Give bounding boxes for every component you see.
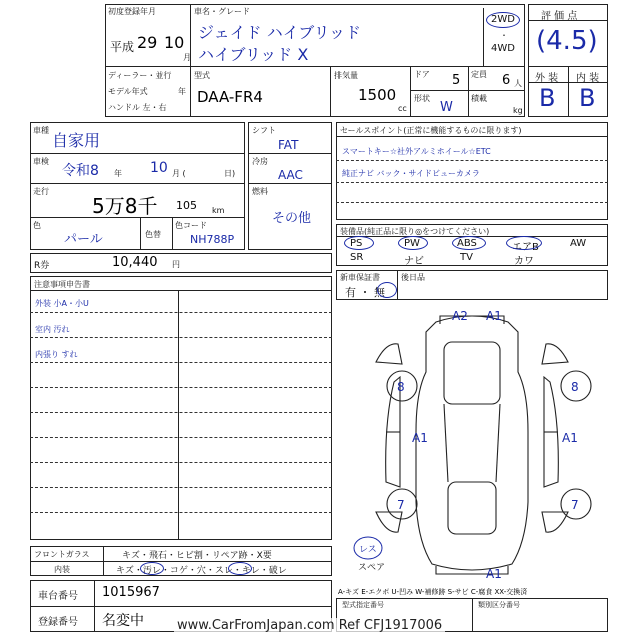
divider — [178, 290, 179, 540]
form-label-1: 型式指定番号 — [342, 601, 384, 609]
ruled-line — [30, 362, 332, 363]
ruled-line — [30, 387, 332, 388]
divider — [472, 598, 473, 632]
warranty-value: 有 ・ 無 — [345, 286, 385, 299]
divider — [30, 183, 245, 184]
car-diagram — [336, 302, 608, 584]
mark-rear-a1: A1 — [486, 567, 502, 581]
interior-grade: B — [579, 84, 596, 112]
equipment-label: 装備品(純正品に限り◎をつけてください) — [340, 227, 490, 236]
load-unit: kg — [513, 106, 523, 115]
displacement-unit: cc — [398, 104, 407, 113]
exterior-label: 外 装 — [535, 73, 559, 84]
ruled-line — [336, 160, 608, 161]
sales-label: セールスポイント(正常に機能するものに限ります) — [340, 126, 522, 135]
equip-circle — [452, 236, 486, 250]
sales-line-1: スマートキー☆社外アルミホイール☆ETC — [342, 147, 491, 156]
fuel: その他 — [272, 211, 312, 226]
watermark: www.CarFromJapan.com Ref CFJ1917006 — [174, 618, 445, 633]
reg-label: 登録番号 — [38, 617, 78, 628]
doors: 5 — [452, 73, 461, 88]
frame-no: 1015967 — [102, 585, 160, 600]
inspection-day-unit: 日) — [224, 169, 236, 178]
ac: AAC — [278, 168, 303, 182]
color-code: NH788P — [190, 233, 235, 246]
model-year-unit: 年 — [178, 87, 186, 96]
divider — [336, 136, 608, 137]
divider — [468, 66, 469, 117]
warranty-circle — [377, 282, 397, 298]
exterior-grade: B — [539, 84, 556, 112]
divider — [483, 8, 484, 66]
notes-label: 注意事項申告書 — [34, 280, 90, 289]
inspection-label: 車検 — [33, 157, 49, 166]
mark-tire-rr: 7 — [571, 498, 579, 512]
reg-no: 名変中 — [102, 613, 144, 629]
color: パール — [64, 232, 103, 247]
score-value: (4.5) — [536, 26, 598, 56]
sales-line-2: 純正ナビ バック・サイドビューカメラ — [342, 169, 480, 178]
damage-legend: A-キズ E-エクボ U-凹み W-補修跡 S-サビ C-腐食 XX-交換済 — [338, 588, 528, 596]
divider — [30, 606, 332, 607]
recycle-unit: 円 — [172, 260, 180, 269]
equip-circle — [344, 236, 374, 250]
note-line-1: 外装 小A・小U — [35, 299, 89, 308]
divider — [568, 66, 569, 117]
mark-front-a1: A1 — [486, 309, 502, 323]
grade: ハイブリッド X — [198, 45, 309, 64]
shape-label: 形状 — [414, 94, 430, 103]
handle-label: ハンドル 左・右 — [108, 103, 167, 112]
interior-glass-text: キズ・汚レ・コゲ・穴・スレ・キレ・破レ — [116, 566, 287, 576]
divider — [248, 183, 332, 184]
divider — [30, 561, 332, 562]
ac-label: 冷房 — [252, 157, 268, 166]
model-year-label: モデル年式 — [108, 87, 148, 96]
ruled-line — [30, 312, 332, 313]
fuel-label: 燃料 — [252, 187, 268, 196]
displacement: 1500 — [358, 86, 397, 104]
mark-right-door: A1 — [562, 431, 578, 445]
note-line-2: 室内 汚れ — [35, 325, 70, 334]
interior-label: 内 装 — [576, 73, 600, 84]
equip-navi: ナビ — [404, 256, 424, 267]
displacement-label: 排気量 — [334, 71, 358, 80]
drive-4wd: 4WD — [491, 43, 515, 54]
mark-tire-fr: 8 — [571, 380, 579, 394]
divider — [410, 90, 525, 91]
mark-tire-fl: 8 — [397, 380, 405, 394]
reg-year: 29 — [137, 33, 158, 52]
first-reg-label: 初度登録年月 — [108, 7, 156, 16]
equip-circle — [506, 236, 542, 250]
dealer-label: ディーラー・並行 — [108, 71, 172, 80]
ruled-line — [30, 487, 332, 488]
recycle-label: R券 — [34, 261, 50, 271]
month-unit: 月 — [183, 53, 191, 62]
inspection-month-unit: 月 ( — [172, 169, 186, 178]
color-code-label: 色コード — [175, 221, 207, 230]
equip-sr: SR — [350, 252, 364, 263]
capacity-label: 定員 — [471, 70, 487, 79]
equip-pw: PW — [404, 238, 420, 249]
divider — [248, 153, 332, 154]
recycle: 10,440 — [112, 255, 158, 270]
load-label: 積載 — [471, 94, 487, 103]
mark-tire-rl: 7 — [397, 498, 405, 512]
mileage-sub: 105 — [176, 199, 197, 212]
shift: FAT — [278, 138, 299, 152]
equip-circle — [398, 236, 428, 250]
inspection-month: 10 — [150, 160, 168, 176]
shape: W — [440, 100, 453, 115]
inspection: 令和8 — [62, 163, 99, 179]
color-change-label: 色替 — [145, 230, 161, 239]
era: 平成 — [110, 40, 135, 54]
front-glass-label: フロントガラス — [34, 550, 90, 559]
after-label: 後日品 — [401, 273, 425, 282]
divider — [190, 66, 191, 117]
capacity: 6 — [502, 73, 511, 88]
color-label: 色 — [33, 221, 41, 230]
shift-label: シフト — [252, 126, 276, 135]
drive-2wd: 2WD — [491, 14, 515, 25]
divider — [94, 580, 95, 632]
divider — [330, 66, 331, 117]
divider — [105, 66, 525, 67]
divider — [140, 217, 141, 250]
divider — [30, 290, 332, 291]
ruled-line — [30, 337, 332, 338]
mileage-label: 走行 — [33, 187, 49, 196]
divider — [410, 66, 411, 117]
mark-left-door: A1 — [412, 431, 428, 445]
divider — [103, 546, 104, 576]
ruled-line — [30, 462, 332, 463]
notes-box — [30, 276, 332, 540]
type-label: 型式 — [194, 71, 210, 80]
note-line-3: 内張り すれ — [35, 350, 78, 359]
inspection-year-unit: 年 — [114, 169, 122, 178]
divider — [30, 153, 245, 154]
warranty-label: 新車保証書 — [340, 273, 380, 282]
divider — [172, 217, 173, 250]
drive-dot: ・ — [500, 31, 508, 40]
spare-circle: レス — [359, 545, 377, 555]
ruled-line — [30, 437, 332, 438]
divider — [397, 270, 398, 300]
car-name: ジェイド ハイブリッド — [198, 23, 362, 42]
score-label: 評 価 点 — [541, 11, 578, 22]
equip-airbag: エアB — [512, 242, 539, 253]
frame-label: 車台番号 — [38, 591, 78, 602]
equip-aw: AW — [570, 238, 587, 249]
interior-circle — [228, 562, 252, 575]
ruled-line — [336, 202, 608, 203]
equip-tv: TV — [460, 252, 473, 263]
usage-label: 車種 — [33, 126, 49, 135]
reg-month: 10 — [164, 33, 185, 52]
mileage: 5万8千 — [92, 194, 158, 218]
interior-glass-label: 内装 — [54, 565, 70, 574]
equip-ps: PS — [350, 238, 363, 249]
ruled-line — [336, 182, 608, 183]
car-name-label: 車名・グレード — [194, 7, 250, 16]
ruled-line — [30, 412, 332, 413]
mileage-unit: km — [212, 206, 225, 215]
equip-abs: ABS — [457, 238, 477, 249]
form-label-2: 類別区分番号 — [478, 601, 520, 609]
door-label: ドア — [414, 70, 430, 79]
type-value: DAA-FR4 — [197, 88, 263, 106]
front-glass-text: キズ・飛石・ヒビ割・リペア跡・X要 — [122, 551, 272, 561]
recycle-box — [30, 253, 332, 273]
equip-leather: カワ — [514, 256, 534, 267]
interior-circle — [140, 562, 164, 575]
ruled-line — [30, 512, 332, 513]
usage: 自家用 — [52, 131, 101, 150]
mark-front-a2: A2 — [452, 309, 468, 323]
spare-label: スペア — [358, 563, 386, 573]
capacity-unit: 人 — [514, 79, 522, 88]
